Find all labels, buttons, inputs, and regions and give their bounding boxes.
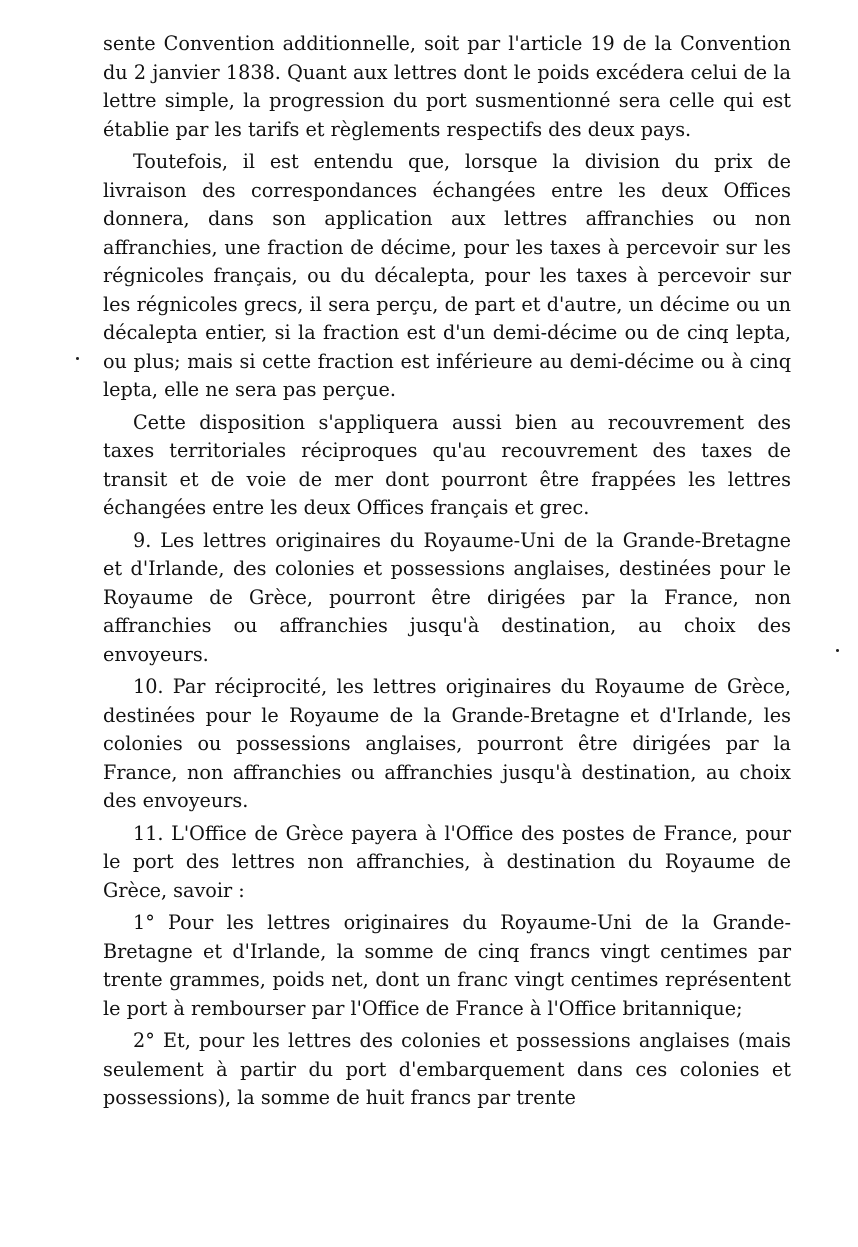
- article-10: 10. Par réciprocité, les lettres originaires du Royaume de Grèce, destinées pour le Royaume de la Grande-Bretagne et d'Irlande, les colonies ou possessions anglaises, pourront être dirigées par la France, non affranchies ou affranchies jusqu'à destination, au choix des envoyeurs.: [103, 675, 791, 812]
- document-page: [103, 30, 791, 1113]
- paragraph-3: Cette disposition s'appliquera aussi bien au recouvrement des taxes territoriales réciproques qu'au recouvrement des taxes de transit et de voie de mer dont pourront être frappées les lettres échangées entre les deux Offices français et grec.: [103, 410, 791, 519]
- paragraph-1: sente Convention additionnelle, soit par l'article 19 de la Convention du 2 janvier 1838. Quant aux lettres dont le poids excédera celui de la lettre simple, la progression du port susmentionné sera celle qui est établie par les tarifs et règlements respectifs des deux pays.: [103, 32, 791, 141]
- article-11: 11. L'Office de Grèce payera à l'Office des postes de France, pour le port des lettres non affranchies, à destination du Royaume de Grèce, savoir :: [103, 821, 791, 902]
- article-9: 9. Les lettres originaires du Royaume-Uni de la Grande-Bretagne et d'Irlande, des colonies et possessions anglaises, destinées pour le Royaume de Grèce, pourront être dirigées par la France, non affranchies ou affranchies jusqu'à destination, au choix des envoyeurs.: [103, 528, 791, 666]
- margin-mark-left: [76, 357, 79, 360]
- article-11-item-1: 1° Pour les lettres originaires du Royaume-Uni de la Grande-Bretagne et d'Irlande, la somme de cinq francs vingt centimes par trente grammes, poids net, dont un franc vingt centimes représentent le port à rembourser par l'Office de France à l'Office britannique;: [103, 911, 791, 1020]
- paragraph-2: Toutefois, il est entendu que, lorsque la division du prix de livraison des correspondances échangées entre les deux Offices donnera, dans son application aux lettres affranchies ou non affranchies, une fraction de décime, pour les taxes à percevoir sur les régnicoles français, ou du décalepta, pour les taxes à percevoir sur les régnicoles grecs, il sera perçu, de part et d'autre, un décime ou un décalepta entier, si la fraction est d'un demi-décime ou de cinq lepta, ou plus; mais si cette fraction est inférieure au demi-décime ou à cinq lepta, elle ne sera pas perçue.: [103, 150, 791, 401]
- margin-mark-right: [836, 649, 839, 652]
- article-11-item-2: 2° Et, pour les lettres des colonies et possessions anglaises (mais seulement à partir du port d'embarquement dans ces colonies et possessions), la somme de huit francs par trente: [103, 1029, 791, 1109]
